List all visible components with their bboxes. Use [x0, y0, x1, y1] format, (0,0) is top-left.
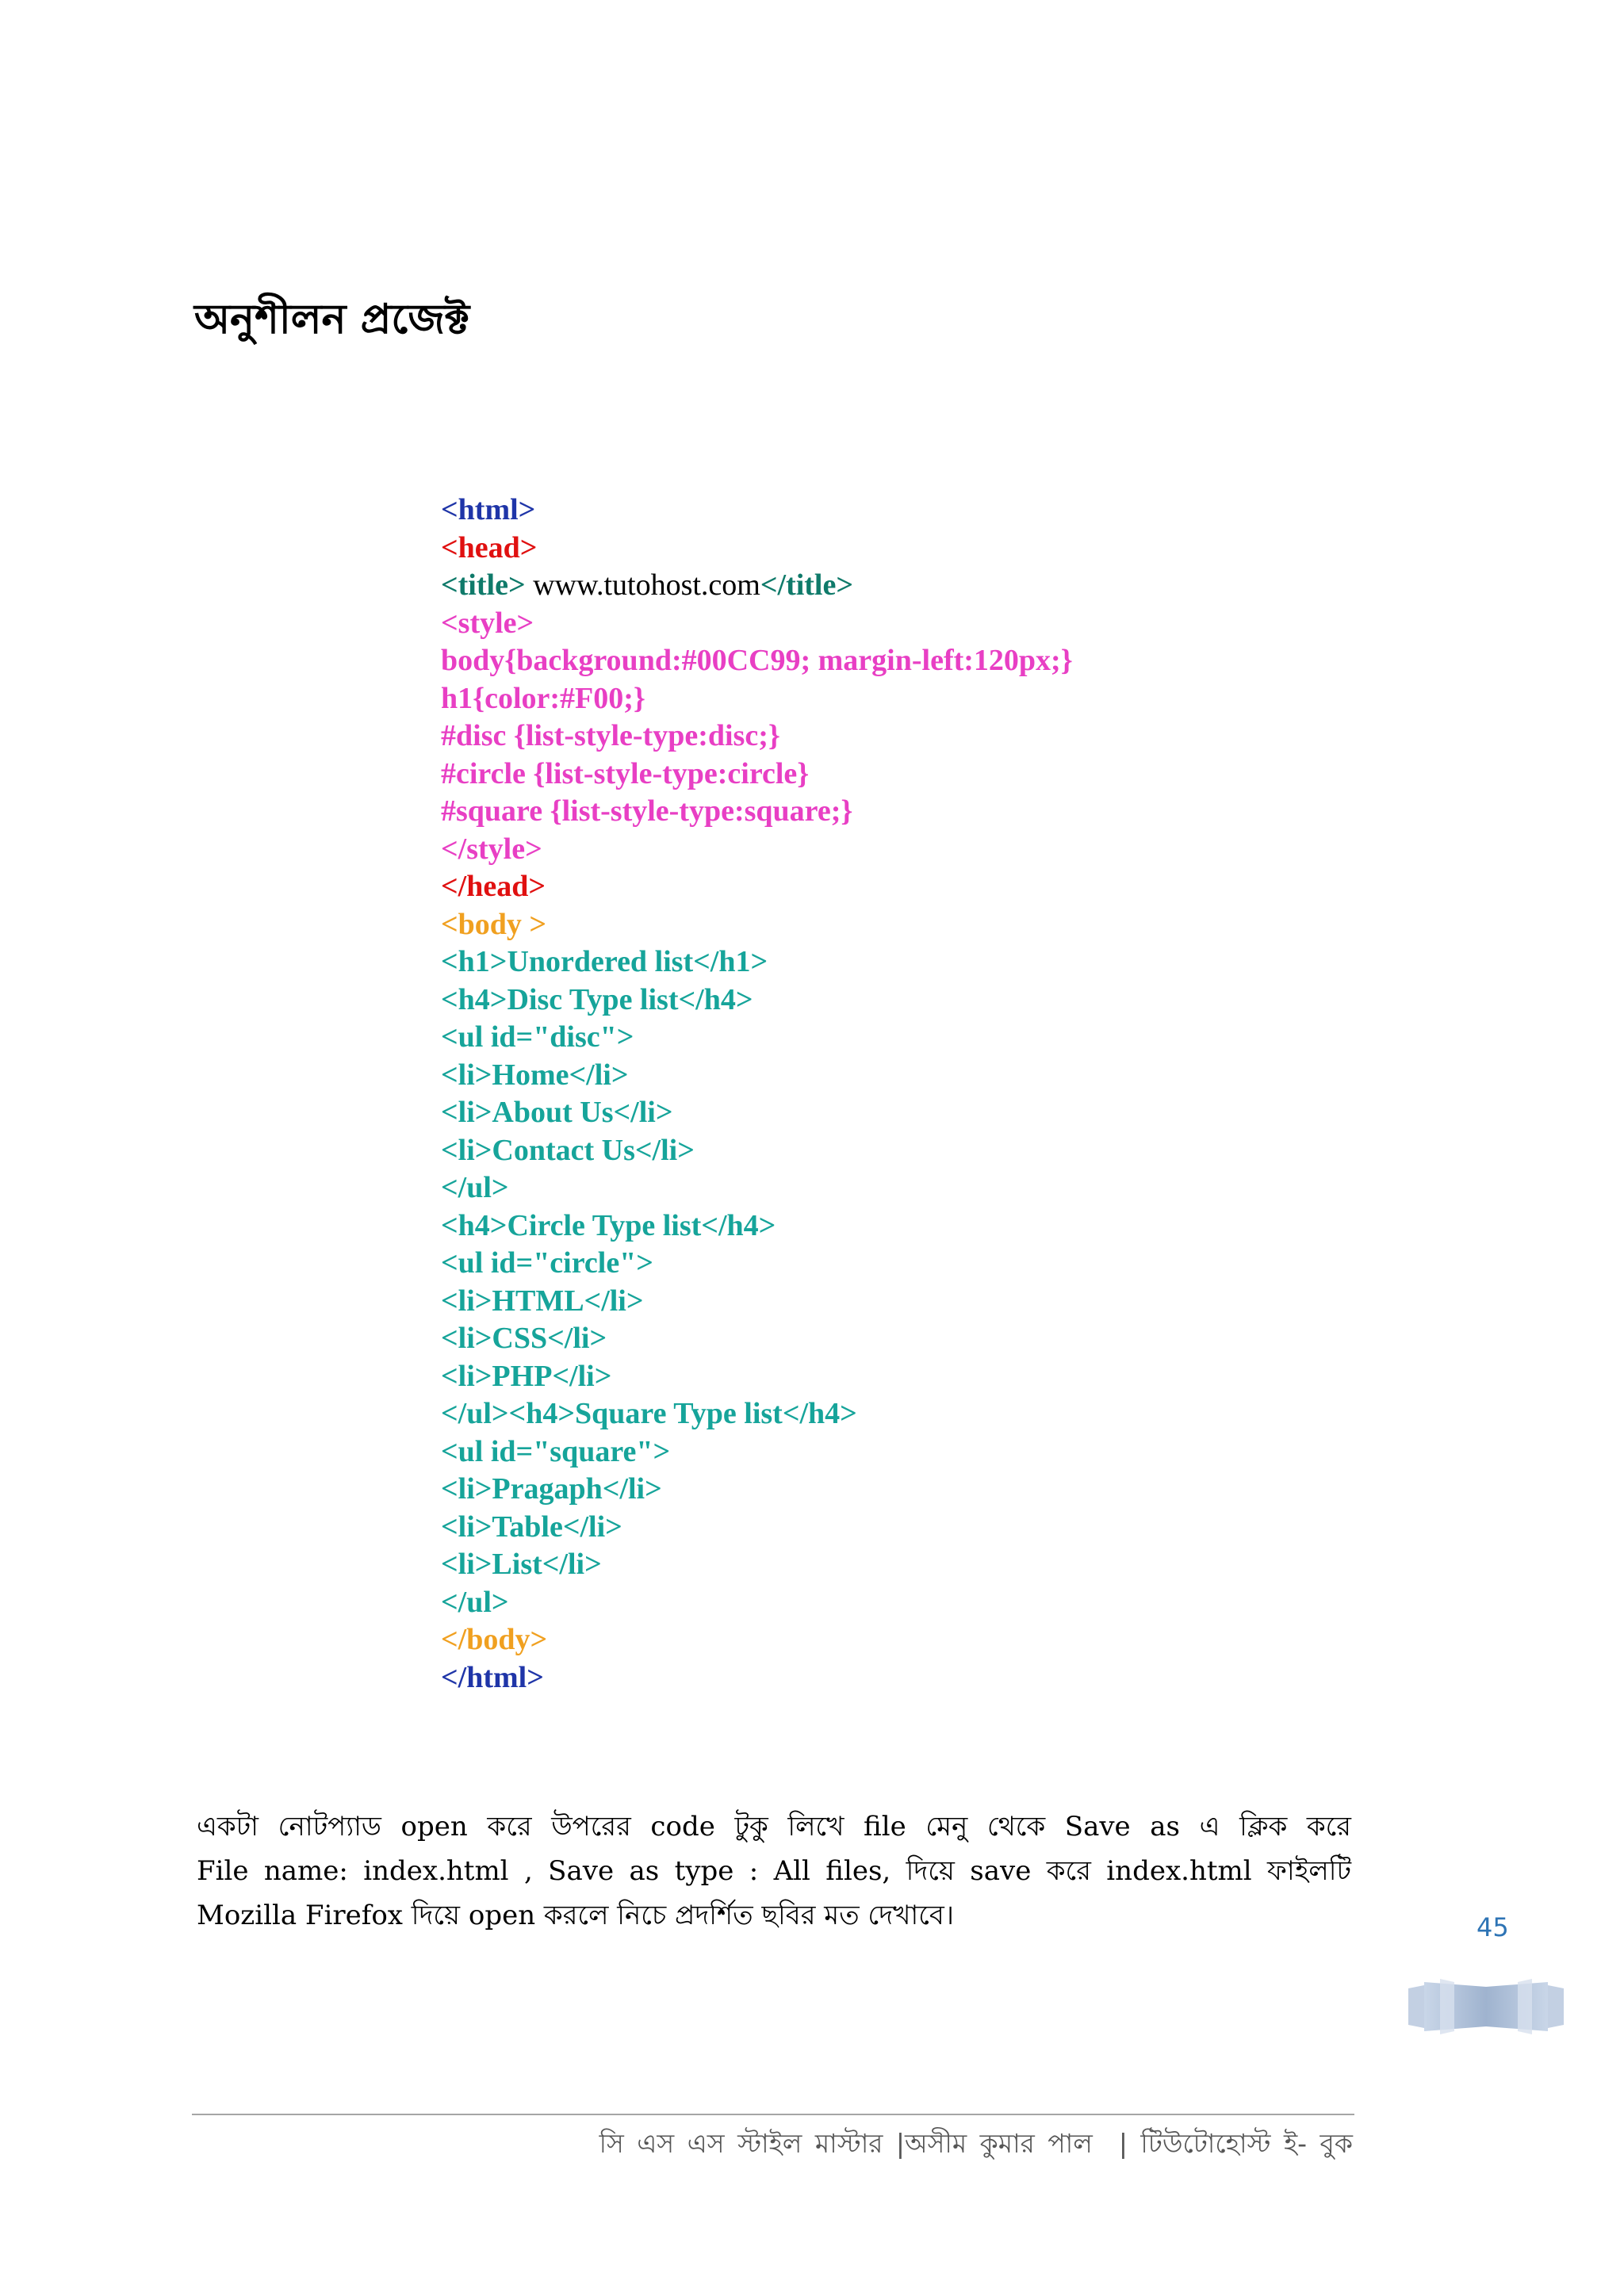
- code-line: <h4>Disc Type list</h4>: [441, 982, 753, 1016]
- code-line: </ul>: [441, 1171, 509, 1204]
- code-line: [441, 567, 1073, 605]
- code-line: h1{color:#F00;}: [441, 681, 645, 715]
- code-line: </head>: [441, 870, 546, 903]
- code-line: <li>Pragaph</li>: [441, 1472, 662, 1506]
- page-ribbon-decoration: [1408, 1979, 1564, 2034]
- code-line: #square {list-style-type:square;}: [441, 794, 853, 828]
- code-line: <h1>Unordered list</h1>: [441, 945, 768, 978]
- code-listing: [441, 492, 1073, 1697]
- paragraph-line-3: Mozilla Firefox দিয়ে open করলে নিচে প্রদর্শিত ছবির মত দেখাবে।: [197, 1900, 955, 1931]
- code-line: <html>: [441, 493, 536, 526]
- code-line: <body >: [441, 907, 547, 941]
- code-line: <ul id="circle">: [441, 1246, 653, 1280]
- code-line: <li>Home</li>: [441, 1058, 629, 1092]
- code-inner-text: www.tutohost.com: [525, 568, 760, 602]
- code-line: </body>: [441, 1623, 548, 1656]
- code-tag-open: <title>: [441, 568, 526, 602]
- code-line: #circle {list-style-type:circle}: [441, 756, 810, 790]
- footer-divider: [192, 2114, 1354, 2115]
- code-line: </ul>: [441, 1585, 509, 1619]
- code-line: <li>CSS</li>: [441, 1322, 607, 1355]
- code-line: <ul id="disc">: [441, 1020, 634, 1054]
- code-line: <head>: [441, 530, 538, 564]
- code-line: <li>HTML</li>: [441, 1284, 644, 1318]
- footer-text: সি এস এস স্টাইল মাস্টার |অসীম কুমার পাল | টিউটোহোস্ট ই- বুক: [599, 2128, 1353, 2159]
- instruction-paragraph: [197, 1804, 1351, 1938]
- code-line: <h4>Circle Type list</h4>: [441, 1208, 776, 1242]
- paragraph-line-2: File name: index.html , Save as type : All files, দিয়ে save করে index.html ফাইলটি: [197, 1855, 1351, 1887]
- code-line: <li>PHP</li>: [441, 1359, 612, 1393]
- code-tag-close: </title>: [760, 568, 854, 602]
- code-line: <style>: [441, 606, 534, 640]
- code-line: </style>: [441, 832, 542, 866]
- code-line: </html>: [441, 1660, 544, 1694]
- code-line: <li>List</li>: [441, 1548, 602, 1581]
- code-line: </ul><h4>Square Type list</h4>: [441, 1397, 857, 1430]
- code-line: <li>Table</li>: [441, 1510, 622, 1544]
- code-line: #disc {list-style-type:disc;}: [441, 719, 780, 752]
- code-line: <li>About Us</li>: [441, 1096, 673, 1129]
- code-line: body{background:#00CC99; margin-left:120px;}: [441, 644, 1073, 677]
- code-line: <li>Contact Us</li>: [441, 1133, 695, 1167]
- page-number: 45: [1477, 1912, 1509, 1942]
- code-line: <ul id="square">: [441, 1434, 671, 1468]
- page-heading: অনুশীলন প্রজেক্ট: [194, 296, 470, 343]
- paragraph-line-1: একটা নোটপ্যাড open করে উপরের code টুকু লিখে file মেনু থেকে Save as এ ক্লিক করে: [197, 1811, 1351, 1843]
